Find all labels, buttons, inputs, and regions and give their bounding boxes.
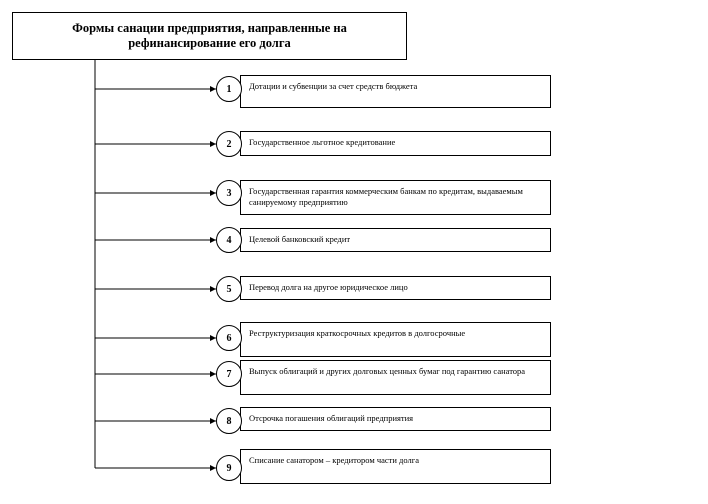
form-item-box [240,180,551,215]
form-item-text: Отсрочка погашения облигаций предприятия [249,413,414,423]
form-item-text: Государственное льготное кредитование [249,137,396,147]
item-number-circle [216,325,242,351]
form-item-box [240,360,551,395]
form-item-text: Дотации и субвенции за счет средств бюджета [249,81,418,91]
form-item-box [240,228,551,252]
item-number-circle [216,76,242,102]
form-item-text: Государственная гарантия коммерческим банкам по кредитам, выдаваемым санируемому предприятию [249,186,523,207]
form-item-text: Реструктуризация краткосрочных кредитов в долгосрочные [249,328,466,338]
item-number-circle [216,408,242,434]
form-item-box [240,75,551,108]
form-item-text: Списание санатором – кредитором части долга [249,455,420,465]
form-item-text: Перевод долга на другое юридическое лицо [249,282,408,292]
item-number: 4 [226,234,232,246]
item-number: 8 [226,415,232,427]
form-item-text: Целевой банковский кредит [249,234,351,244]
item-number: 5 [226,283,232,295]
item-number-circle [216,361,242,387]
item-number-circle [216,276,242,302]
item-number: 3 [226,187,232,199]
item-number-circle [216,180,242,206]
item-number: 6 [226,332,232,344]
form-item-box [240,131,551,156]
item-number: 9 [226,462,232,474]
form-item-box [240,322,551,357]
form-item-text: Выпуск облигаций и других долговых ценных бумаг под гарантию санатора [249,366,526,376]
item-number: 2 [226,138,232,150]
item-number-circle [216,131,242,157]
form-item-box [240,276,551,300]
item-number: 1 [226,83,232,95]
form-item-box [240,449,551,484]
item-number: 7 [226,368,232,380]
form-item-box [240,407,551,431]
item-number-circle [216,227,242,253]
item-number-circle [216,455,242,481]
diagram-title: Формы санации предприятия, направленные на рефинансирование его долга [72,21,347,50]
